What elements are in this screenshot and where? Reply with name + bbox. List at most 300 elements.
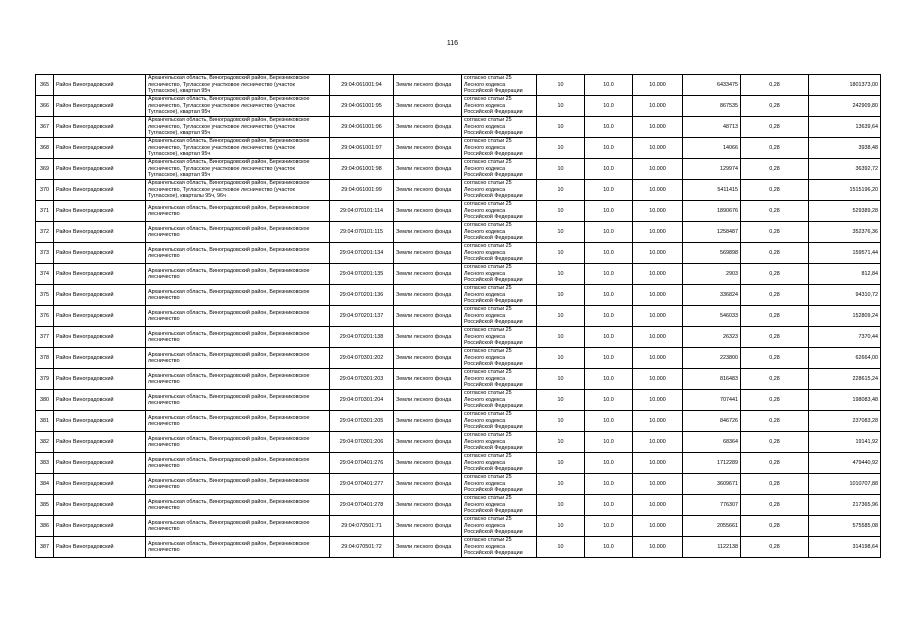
row-number-cell: 379 bbox=[36, 369, 54, 390]
legal-basis-line: Российской Федерации bbox=[464, 487, 523, 494]
location-cell: Архангельская область, Виноградовский район, Березниковское лесничество bbox=[146, 369, 330, 390]
row-number-cell: 387 bbox=[36, 537, 54, 558]
value-cell: 10 bbox=[537, 348, 585, 369]
sum-cell: 217365,96 bbox=[809, 495, 881, 516]
legal-basis-cell bbox=[462, 453, 537, 474]
area-cell: 546033 bbox=[683, 306, 741, 327]
rate-cell: 0,28 bbox=[741, 432, 809, 453]
cadastral-number-cell: 29:04:061001:99 bbox=[330, 180, 394, 201]
legal-basis-line: согласно статьи 25 bbox=[464, 432, 512, 439]
legal-basis-line: Лесного кодекса bbox=[464, 354, 506, 361]
legal-basis-line: согласно статьи 25 bbox=[464, 390, 512, 397]
cadastral-number-cell: 29:04:070401:276 bbox=[330, 453, 394, 474]
location-cell: Архангельская область, Виноградовский район, Березниковское лесничество bbox=[146, 264, 330, 285]
value-cell: 10 bbox=[537, 201, 585, 222]
legal-basis-line: Лесного кодекса bbox=[464, 417, 506, 424]
district-cell: Район Виноградовский bbox=[54, 327, 146, 348]
row-number-cell: 368 bbox=[36, 138, 54, 159]
legal-basis-line: Лесного кодекса bbox=[464, 186, 506, 193]
district-cell: Район Виноградовский bbox=[54, 474, 146, 495]
sum-cell: 529389,28 bbox=[809, 201, 881, 222]
land-category-cell: Земли лесного фонда bbox=[394, 138, 462, 159]
area-cell: 569898 bbox=[683, 243, 741, 264]
table-body bbox=[36, 75, 881, 558]
location-cell: Архангельская область, Виноградовский район, Березниковское лесничество bbox=[146, 306, 330, 327]
location-cell: Архангельская область, Виноградовский район, Березниковское лесничество bbox=[146, 411, 330, 432]
district-cell: Район Виноградовский bbox=[54, 243, 146, 264]
rate-cell: 0,28 bbox=[741, 453, 809, 474]
value-cell: 10.000 bbox=[633, 369, 683, 390]
row-number-cell: 367 bbox=[36, 117, 54, 138]
land-category-cell: Земли лесного фонда bbox=[394, 474, 462, 495]
sum-cell: 314198,64 bbox=[809, 537, 881, 558]
land-category-cell: Земли лесного фонда bbox=[394, 243, 462, 264]
cadastral-number-cell: 29:04:070101:114 bbox=[330, 201, 394, 222]
value-cell: 10 bbox=[537, 495, 585, 516]
row-number-cell: 369 bbox=[36, 159, 54, 180]
location-cell: Архангельская область, Виноградовский район, Березниковское лесничество bbox=[146, 432, 330, 453]
cadastral-number-cell: 29:04:061001:96 bbox=[330, 117, 394, 138]
value-cell: 10.0 bbox=[585, 390, 633, 411]
legal-basis-line: Лесного кодекса bbox=[464, 375, 506, 382]
district-cell: Район Виноградовский bbox=[54, 453, 146, 474]
legal-basis-line: согласно статьи 25 bbox=[464, 201, 512, 208]
value-cell: 10 bbox=[537, 180, 585, 201]
table-row bbox=[36, 369, 881, 390]
district-cell: Район Виноградовский bbox=[54, 159, 146, 180]
sum-cell: 7370,44 bbox=[809, 327, 881, 348]
legal-basis-cell bbox=[462, 96, 537, 117]
value-cell: 10.0 bbox=[585, 117, 633, 138]
sum-cell: 198083,48 bbox=[809, 390, 881, 411]
rate-cell: 0,28 bbox=[741, 222, 809, 243]
legal-basis-line: Российской Федерации bbox=[464, 298, 523, 305]
district-cell: Район Виноградовский bbox=[54, 537, 146, 558]
value-cell: 10.000 bbox=[633, 138, 683, 159]
land-category-cell: Земли лесного фонда bbox=[394, 369, 462, 390]
value-cell: 10.0 bbox=[585, 432, 633, 453]
legal-basis-line: согласно статьи 25 bbox=[464, 516, 512, 523]
legal-basis-line: согласно статьи 25 bbox=[464, 243, 512, 250]
legal-basis-line: согласно статьи 25 bbox=[464, 411, 512, 418]
legal-basis-cell bbox=[462, 495, 537, 516]
legal-basis-line: Российской Федерации bbox=[464, 361, 523, 368]
legal-basis-line: согласно статьи 25 bbox=[464, 222, 512, 229]
legal-basis-line: Российской Федерации bbox=[464, 340, 523, 347]
row-number-cell: 372 bbox=[36, 222, 54, 243]
value-cell: 10 bbox=[537, 243, 585, 264]
rate-cell: 0,28 bbox=[741, 495, 809, 516]
value-cell: 10 bbox=[537, 474, 585, 495]
value-cell: 10.000 bbox=[633, 537, 683, 558]
location-cell: Архангельская область, Виноградовский район, Березниковское лесничество bbox=[146, 201, 330, 222]
value-cell: 10.0 bbox=[585, 138, 633, 159]
land-category-cell: Земли лесного фонда bbox=[394, 495, 462, 516]
district-cell: Район Виноградовский bbox=[54, 75, 146, 96]
value-cell: 10.0 bbox=[585, 159, 633, 180]
area-cell: 68364 bbox=[683, 432, 741, 453]
legal-basis-line: Российской Федерации bbox=[464, 235, 523, 242]
land-category-cell: Земли лесного фонда bbox=[394, 264, 462, 285]
location-cell: Архангельская область, Виноградовский район, Березниковское лесничество, Тугласское участковое лесничество (участок Тугласское), квартал 95ч bbox=[146, 96, 330, 117]
value-cell: 10.000 bbox=[633, 432, 683, 453]
legal-basis-line: Лесного кодекса bbox=[464, 102, 506, 109]
legal-basis-line: согласно статьи 25 bbox=[464, 96, 512, 103]
sum-cell: 36392,72 bbox=[809, 159, 881, 180]
sum-cell: 94310,72 bbox=[809, 285, 881, 306]
rate-cell: 0,28 bbox=[741, 117, 809, 138]
area-cell: 3609671 bbox=[683, 474, 741, 495]
sum-cell: 228615,24 bbox=[809, 369, 881, 390]
rate-cell: 0,28 bbox=[741, 369, 809, 390]
legal-basis-line: согласно статьи 25 bbox=[464, 537, 512, 544]
location-cell: Архангельская область, Виноградовский район, Березниковское лесничество bbox=[146, 474, 330, 495]
location-cell: Архангельская область, Виноградовский район, Березниковское лесничество bbox=[146, 243, 330, 264]
legal-basis-line: согласно статьи 25 bbox=[464, 495, 512, 502]
location-cell: Архангельская область, Виноградовский район, Березниковское лесничество, Тугласское участковое лесничество (участок Тугласское), квартал 95ч bbox=[146, 138, 330, 159]
row-number-cell: 384 bbox=[36, 474, 54, 495]
area-cell: 816483 bbox=[683, 369, 741, 390]
value-cell: 10 bbox=[537, 117, 585, 138]
legal-basis-line: Лесного кодекса bbox=[464, 123, 506, 130]
sum-cell: 242909,80 bbox=[809, 96, 881, 117]
value-cell: 10.000 bbox=[633, 390, 683, 411]
legal-basis-cell bbox=[462, 516, 537, 537]
cadastral-number-cell: 29:04:070301:206 bbox=[330, 432, 394, 453]
legal-basis-line: Лесного кодекса bbox=[464, 459, 506, 466]
table-row bbox=[36, 222, 881, 243]
legal-basis-line: Российской Федерации bbox=[464, 277, 523, 284]
value-cell: 10.0 bbox=[585, 180, 633, 201]
legal-basis-line: Российской Федерации bbox=[464, 172, 523, 179]
table-row bbox=[36, 495, 881, 516]
rate-cell: 0,28 bbox=[741, 180, 809, 201]
value-cell: 10 bbox=[537, 159, 585, 180]
value-cell: 10 bbox=[537, 327, 585, 348]
district-cell: Район Виноградовский bbox=[54, 390, 146, 411]
area-cell: 707441 bbox=[683, 390, 741, 411]
value-cell: 10.0 bbox=[585, 516, 633, 537]
table-row bbox=[36, 264, 881, 285]
area-cell: 223800 bbox=[683, 348, 741, 369]
value-cell: 10.000 bbox=[633, 306, 683, 327]
value-cell: 10.000 bbox=[633, 243, 683, 264]
cadastral-number-cell: 29:04:070401:278 bbox=[330, 495, 394, 516]
legal-basis-line: согласно статьи 25 bbox=[464, 306, 512, 313]
value-cell: 10 bbox=[537, 537, 585, 558]
area-cell: 26323 bbox=[683, 327, 741, 348]
location-cell: Архангельская область, Виноградовский район, Березниковское лесничество, Тугласское участковое лесничество (участок Тугласское), квартал 95ч bbox=[146, 117, 330, 138]
value-cell: 10.000 bbox=[633, 117, 683, 138]
land-category-cell: Земли лесного фонда bbox=[394, 75, 462, 96]
value-cell: 10 bbox=[537, 369, 585, 390]
sum-cell: 19141,92 bbox=[809, 432, 881, 453]
cadastral-number-cell: 29:04:070301:204 bbox=[330, 390, 394, 411]
cadastral-number-cell: 29:04:070501:71 bbox=[330, 516, 394, 537]
area-cell: 867535 bbox=[683, 96, 741, 117]
value-cell: 10.000 bbox=[633, 474, 683, 495]
value-cell: 10.0 bbox=[585, 495, 633, 516]
legal-basis-line: Российской Федерации bbox=[464, 424, 523, 431]
legal-basis-cell bbox=[462, 138, 537, 159]
land-category-cell: Земли лесного фонда bbox=[394, 306, 462, 327]
district-cell: Район Виноградовский bbox=[54, 411, 146, 432]
table-row bbox=[36, 75, 881, 96]
value-cell: 10.000 bbox=[633, 264, 683, 285]
legal-basis-line: Лесного кодекса bbox=[464, 165, 506, 172]
area-cell: 776307 bbox=[683, 495, 741, 516]
value-cell: 10 bbox=[537, 306, 585, 327]
legal-basis-line: Российской Федерации bbox=[464, 130, 523, 137]
cadastral-number-cell: 29:04:070101:115 bbox=[330, 222, 394, 243]
area-cell: 2903 bbox=[683, 264, 741, 285]
sum-cell: 13639,64 bbox=[809, 117, 881, 138]
land-category-cell: Земли лесного фонда bbox=[394, 180, 462, 201]
land-category-cell: Земли лесного фонда bbox=[394, 117, 462, 138]
rate-cell: 0,28 bbox=[741, 159, 809, 180]
legal-basis-cell bbox=[462, 243, 537, 264]
value-cell: 10.000 bbox=[633, 159, 683, 180]
land-category-cell: Земли лесного фонда bbox=[394, 96, 462, 117]
legal-basis-line: Российской Федерации bbox=[464, 445, 523, 452]
table-row bbox=[36, 474, 881, 495]
legal-basis-line: согласно статьи 25 bbox=[464, 348, 512, 355]
sum-cell: 1801373,00 bbox=[809, 75, 881, 96]
value-cell: 10.0 bbox=[585, 474, 633, 495]
row-number-cell: 386 bbox=[36, 516, 54, 537]
value-cell: 10.0 bbox=[585, 222, 633, 243]
value-cell: 10 bbox=[537, 453, 585, 474]
legal-basis-cell bbox=[462, 159, 537, 180]
row-number-cell: 370 bbox=[36, 180, 54, 201]
table-row bbox=[36, 96, 881, 117]
legal-basis-line: Российской Федерации bbox=[464, 550, 523, 557]
sum-cell: 1515196,20 bbox=[809, 180, 881, 201]
legal-basis-line: согласно статьи 25 bbox=[464, 159, 512, 166]
legal-basis-cell bbox=[462, 432, 537, 453]
value-cell: 10.0 bbox=[585, 537, 633, 558]
value-cell: 10.000 bbox=[633, 222, 683, 243]
land-category-cell: Земли лесного фонда bbox=[394, 222, 462, 243]
row-number-cell: 374 bbox=[36, 264, 54, 285]
location-cell: Архангельская область, Виноградовский район, Березниковское лесничество bbox=[146, 285, 330, 306]
rate-cell: 0,28 bbox=[741, 516, 809, 537]
sum-cell: 62664,00 bbox=[809, 348, 881, 369]
land-category-cell: Земли лесного фонда bbox=[394, 390, 462, 411]
cadastral-number-cell: 29:04:070401:277 bbox=[330, 474, 394, 495]
sum-cell: 352376,36 bbox=[809, 222, 881, 243]
district-cell: Район Виноградовский bbox=[54, 201, 146, 222]
cadastral-number-cell: 29:04:061001:94 bbox=[330, 75, 394, 96]
table-row bbox=[36, 432, 881, 453]
legal-basis-line: Лесного кодекса bbox=[464, 501, 506, 508]
district-cell: Район Виноградовский bbox=[54, 285, 146, 306]
rate-cell: 0,28 bbox=[741, 411, 809, 432]
rate-cell: 0,28 bbox=[741, 327, 809, 348]
land-category-cell: Земли лесного фонда bbox=[394, 285, 462, 306]
value-cell: 10.0 bbox=[585, 348, 633, 369]
legal-basis-line: Лесного кодекса bbox=[464, 522, 506, 529]
legal-basis-cell bbox=[462, 327, 537, 348]
district-cell: Район Виноградовский bbox=[54, 495, 146, 516]
page-number: 116 bbox=[446, 40, 459, 47]
value-cell: 10.0 bbox=[585, 411, 633, 432]
row-number-cell: 375 bbox=[36, 285, 54, 306]
legal-basis-line: Лесного кодекса bbox=[464, 480, 506, 487]
value-cell: 10.0 bbox=[585, 327, 633, 348]
district-cell: Район Виноградовский bbox=[54, 117, 146, 138]
legal-basis-line: Лесного кодекса bbox=[464, 543, 506, 550]
value-cell: 10.0 bbox=[585, 453, 633, 474]
location-cell: Архангельская область, Виноградовский район, Березниковское лесничество bbox=[146, 327, 330, 348]
legal-basis-line: Лесного кодекса bbox=[464, 228, 506, 235]
location-cell: Архангельская область, Виноградовский район, Березниковское лесничество bbox=[146, 516, 330, 537]
legal-basis-line: Российской Федерации bbox=[464, 151, 523, 158]
value-cell: 10.0 bbox=[585, 201, 633, 222]
sum-cell: 575585,08 bbox=[809, 516, 881, 537]
value-cell: 10.000 bbox=[633, 495, 683, 516]
legal-basis-line: согласно статьи 25 bbox=[464, 117, 512, 124]
location-cell: Архангельская область, Виноградовский район, Березниковское лесничество, Тугласское участковое лесничество (участок Тугласское), квартал 95ч bbox=[146, 159, 330, 180]
area-cell: 1890676 bbox=[683, 201, 741, 222]
legal-basis-line: Лесного кодекса bbox=[464, 81, 506, 88]
row-number-cell: 377 bbox=[36, 327, 54, 348]
value-cell: 10.000 bbox=[633, 453, 683, 474]
cadastral-number-cell: 29:04:061001:95 bbox=[330, 96, 394, 117]
row-number-cell: 378 bbox=[36, 348, 54, 369]
sum-cell: 812,84 bbox=[809, 264, 881, 285]
table-row bbox=[36, 306, 881, 327]
rate-cell: 0,28 bbox=[741, 201, 809, 222]
location-cell: Архангельская область, Виноградовский район, Березниковское лесничество, Тугласское участковое лесничество (участок Тугласское), квартал 95ч bbox=[146, 75, 330, 96]
cadastral-number-cell: 29:04:070201:134 bbox=[330, 243, 394, 264]
legal-basis-cell bbox=[462, 411, 537, 432]
district-cell: Район Виноградовский bbox=[54, 306, 146, 327]
legal-basis-line: Российской Федерации bbox=[464, 88, 523, 95]
cadastral-number-cell: 29:04:070301:202 bbox=[330, 348, 394, 369]
value-cell: 10 bbox=[537, 222, 585, 243]
rate-cell: 0,28 bbox=[741, 138, 809, 159]
value-cell: 10.000 bbox=[633, 96, 683, 117]
value-cell: 10.0 bbox=[585, 96, 633, 117]
value-cell: 10.0 bbox=[585, 285, 633, 306]
table-row bbox=[36, 327, 881, 348]
land-category-cell: Земли лесного фонда bbox=[394, 432, 462, 453]
table-row bbox=[36, 243, 881, 264]
rate-cell: 0,28 bbox=[741, 75, 809, 96]
cadastral-number-cell: 29:04:070201:137 bbox=[330, 306, 394, 327]
value-cell: 10 bbox=[537, 264, 585, 285]
legal-basis-line: Российской Федерации bbox=[464, 109, 523, 116]
row-number-cell: 380 bbox=[36, 390, 54, 411]
land-plots-table bbox=[35, 74, 881, 558]
rate-cell: 0,28 bbox=[741, 348, 809, 369]
area-cell: 1122138 bbox=[683, 537, 741, 558]
row-number-cell: 385 bbox=[36, 495, 54, 516]
legal-basis-cell bbox=[462, 348, 537, 369]
value-cell: 10.000 bbox=[633, 180, 683, 201]
table-row bbox=[36, 117, 881, 138]
legal-basis-line: согласно статьи 25 bbox=[464, 264, 512, 271]
value-cell: 10.000 bbox=[633, 285, 683, 306]
value-cell: 10 bbox=[537, 75, 585, 96]
district-cell: Район Виноградовский bbox=[54, 138, 146, 159]
location-cell: Архангельская область, Виноградовский район, Березниковское лесничество bbox=[146, 222, 330, 243]
rate-cell: 0,28 bbox=[741, 390, 809, 411]
table-row bbox=[36, 411, 881, 432]
value-cell: 10.000 bbox=[633, 411, 683, 432]
district-cell: Район Виноградовский bbox=[54, 264, 146, 285]
legal-basis-line: согласно статьи 25 bbox=[464, 180, 512, 187]
table-row bbox=[36, 180, 881, 201]
location-cell: Архангельская область, Виноградовский район, Березниковское лесничество bbox=[146, 453, 330, 474]
cadastral-number-cell: 29:04:070201:138 bbox=[330, 327, 394, 348]
legal-basis-line: Лесного кодекса bbox=[464, 396, 506, 403]
value-cell: 10 bbox=[537, 432, 585, 453]
legal-basis-cell bbox=[462, 285, 537, 306]
value-cell: 10.0 bbox=[585, 243, 633, 264]
value-cell: 10.000 bbox=[633, 516, 683, 537]
value-cell: 10 bbox=[537, 138, 585, 159]
value-cell: 10.000 bbox=[633, 348, 683, 369]
area-cell: 6433475 bbox=[683, 75, 741, 96]
district-cell: Район Виноградовский bbox=[54, 96, 146, 117]
legal-basis-cell bbox=[462, 222, 537, 243]
legal-basis-line: Лесного кодекса bbox=[464, 249, 506, 256]
value-cell: 10 bbox=[537, 285, 585, 306]
sum-cell: 152809,24 bbox=[809, 306, 881, 327]
legal-basis-line: Лесного кодекса bbox=[464, 312, 506, 319]
area-cell: 1712289 bbox=[683, 453, 741, 474]
legal-basis-line: Российской Федерации bbox=[464, 193, 523, 200]
legal-basis-cell bbox=[462, 369, 537, 390]
legal-basis-line: Лесного кодекса bbox=[464, 291, 506, 298]
legal-basis-cell bbox=[462, 537, 537, 558]
legal-basis-cell bbox=[462, 117, 537, 138]
legal-basis-line: Российской Федерации bbox=[464, 466, 523, 473]
legal-basis-line: Лесного кодекса bbox=[464, 438, 506, 445]
table-row bbox=[36, 285, 881, 306]
sum-cell: 479440,92 bbox=[809, 453, 881, 474]
location-cell: Архангельская область, Виноградовский район, Березниковское лесничество bbox=[146, 495, 330, 516]
land-category-cell: Земли лесного фонда bbox=[394, 411, 462, 432]
area-cell: 14066 bbox=[683, 138, 741, 159]
row-number-cell: 365 bbox=[36, 75, 54, 96]
value-cell: 10.000 bbox=[633, 327, 683, 348]
cadastral-number-cell: 29:04:061001:97 bbox=[330, 138, 394, 159]
table-row bbox=[36, 537, 881, 558]
row-number-cell: 383 bbox=[36, 453, 54, 474]
legal-basis-cell bbox=[462, 306, 537, 327]
sum-cell: 1010707,88 bbox=[809, 474, 881, 495]
district-cell: Район Виноградовский bbox=[54, 348, 146, 369]
cadastral-number-cell: 29:04:070301:205 bbox=[330, 411, 394, 432]
legal-basis-line: согласно статьи 25 bbox=[464, 327, 512, 334]
legal-basis-line: Лесного кодекса bbox=[464, 144, 506, 151]
legal-basis-line: согласно статьи 25 bbox=[464, 138, 512, 145]
land-category-cell: Земли лесного фонда bbox=[394, 201, 462, 222]
row-number-cell: 366 bbox=[36, 96, 54, 117]
legal-basis-cell bbox=[462, 180, 537, 201]
area-cell: 48713 bbox=[683, 117, 741, 138]
legal-basis-line: Лесного кодекса bbox=[464, 207, 506, 214]
row-number-cell: 381 bbox=[36, 411, 54, 432]
area-cell: 846726 bbox=[683, 411, 741, 432]
legal-basis-line: согласно статьи 25 bbox=[464, 75, 512, 82]
sum-cell: 159571,44 bbox=[809, 243, 881, 264]
legal-basis-line: Лесного кодекса bbox=[464, 333, 506, 340]
value-cell: 10.0 bbox=[585, 369, 633, 390]
